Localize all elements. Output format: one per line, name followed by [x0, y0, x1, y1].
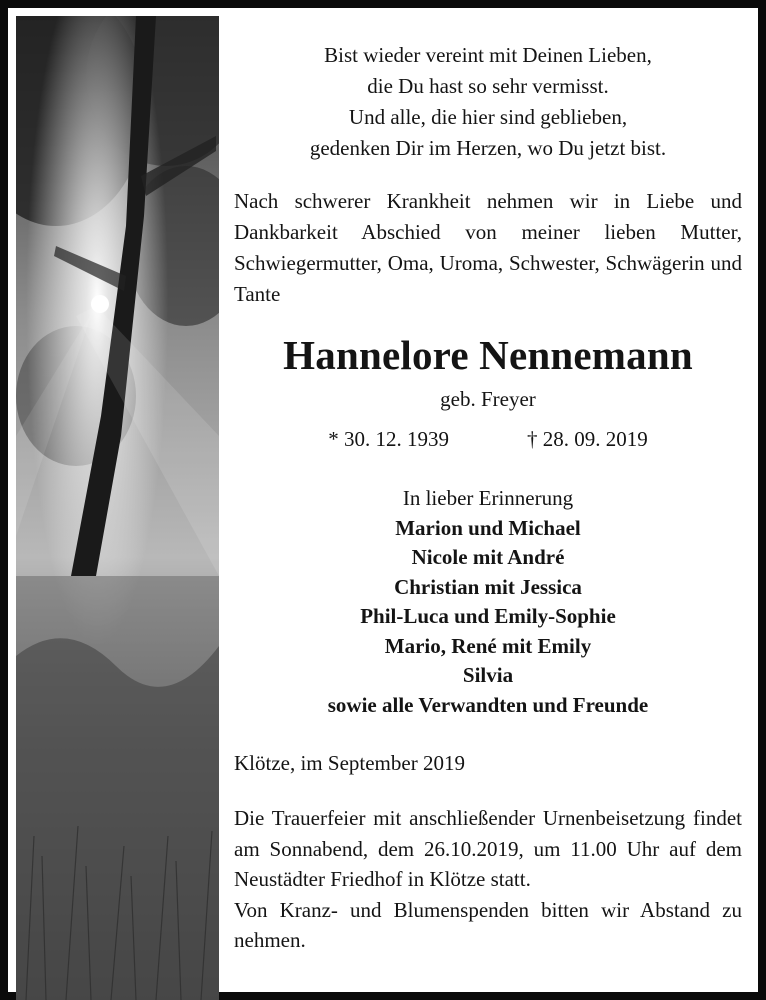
memory-lead: In lieber Erinnerung [402, 486, 574, 510]
mourner-line: Marion und Michael [395, 515, 581, 540]
mourner-line: Phil-Luca und Emily-Sophie [360, 604, 616, 628]
service-details: Die Trauerfeier mit anschließender Urnenbeisetzung findet am Sonnabend, dem 26.10.2019, um 11.00 Uhr auf dem Neustädter Friedhof in Klötze statt. [234, 806, 742, 891]
place-date: Klötze, im September 2019 [234, 751, 465, 775]
poem-line: die Du hast so sehr vermisst. [367, 74, 609, 98]
maiden-name: geb. Freyer [440, 387, 536, 411]
poem [234, 40, 742, 164]
deceased-name: Hannelore Nennemann [283, 332, 693, 378]
notice-text [234, 40, 742, 956]
mourner-line: Christian mit Jessica [394, 574, 582, 599]
funeral-info [234, 803, 742, 956]
mourner-line: Silvia [462, 663, 514, 687]
life-dates [234, 424, 742, 454]
poem-line: Und alle, die hier sind geblieben, [348, 105, 628, 129]
death-date: † 28. 09. 2019 [527, 427, 648, 451]
poem-line: Bist wieder vereint mit Deinen Lieben, [324, 43, 652, 67]
mourners-block [234, 484, 742, 720]
mourner-line: Mario, René mit Emily [384, 633, 592, 658]
donation-note: Von Kranz- und Blumenspenden bitten wir Abstand zu nehmen. [234, 897, 742, 952]
intro-paragraph: Nach schwerer Krankheit nehmen wir in Liebe und Dankbarkeit Abschied von meiner lieben Mutter, Schwiegermutter, Oma, Uroma, Schwester, Schwägerin und Tante [234, 189, 742, 306]
poem-line: gedenken Dir im Herzen, wo Du jetzt bist. [309, 136, 667, 160]
birth-date: * 30. 12. 1939 [328, 427, 449, 451]
mourner-line: Nicole mit André [411, 545, 565, 569]
forest-sunlight-photo [16, 16, 219, 1000]
mourner-line: sowie alle Verwandten und Freunde [327, 692, 649, 717]
